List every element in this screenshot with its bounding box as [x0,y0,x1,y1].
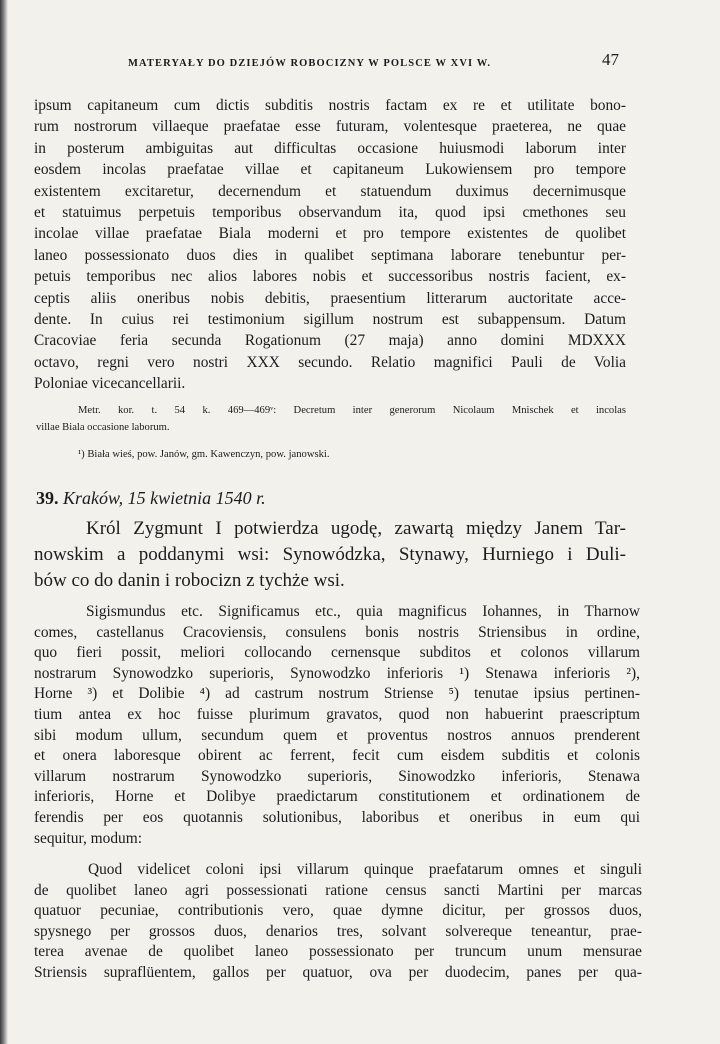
body-line: Sigismundus etc. Significamus etc., quia magnificus Iohannes, in Tharnow [86,603,640,620]
page-number: 47 [602,50,619,69]
document-body-paragraph [34,860,642,984]
body-line: sibi modum ullum, secundum quem et proventus nostros annuos prenderent [34,726,640,744]
text-line: ceptis aliis oneribus nobis debitis, praesentium litterarum auctoritate acce- [34,289,626,307]
footnote [78,446,558,463]
text-line: in posterum ambiguitas aut difficultas occasione huiusmodi laborum inter [34,139,626,157]
note-line: villae Biala occasione laborum. [36,422,170,433]
body-line: Quod videlicet coloni ipsi villarum quinque praefatarum omnes et singuli [88,861,642,878]
body-line: nostrarum Synowodzko superioris, Synowodzko inferioris ¹) Stenawa inferioris ²), [34,664,640,682]
text-line: incolae villae praefatae Biala moderni et pro tempore existentes de quolibet [34,225,626,243]
running-title: MATERYAŁY DO DZIEJÓW ROBOCIZNY W POLSCE W XVI W. [128,58,492,69]
summary-line: Król Zygmunt I potwierdza ugodę, zawartą między Janem Tar- [86,518,626,539]
binding-shadow [0,0,8,1044]
source-note [36,402,626,436]
body-line: terea avenae de quolibet laneo possessionato per truncum unum mensurae [34,943,642,961]
body-line: Horne ³) et Dolibie ⁴) ad castrum nostrum Striense ⁵) tenutae ipsius pertinen- [34,685,640,703]
summary-line: nowskim a poddanymi wsi: Synowódzka, Stynawy, Hurniego i Duli- [34,544,626,565]
text-line: ipsum capitaneum cum dictis subditis nostris factam ex re et utilitate bono- [34,97,626,114]
body-line: tium antea ex hoc fuisse plurimum gravatos, quod non habuerint praescriptum [34,705,640,723]
body-line: quatuor pecuniae, contributionis vero, quae dymne dicitur, per grossos duos, [34,902,642,920]
text-line: existentem excitaretur, decernendum et statuendum duximus decernimusque [34,182,626,200]
body-line: sequitur, modum: [34,829,142,847]
text-line: octavo, regni vero nostri XXX secundo. Relatio magnifici Pauli de Volia [34,353,626,371]
note-line: Metr. kor. t. 54 k. 469—469ᵛ: Decretum inter generorum Nicolaum Mnischek et incolas [78,405,626,416]
text-line: Poloniae vicecancellarii. [34,375,186,393]
text-line: petuis temporibus nec alios labores nobis et successoribus nostris facient, ex- [34,268,626,286]
body-line: quo fieri possit, meliori collocando cernensque subditos et colonos villarum [34,644,640,662]
document-body-paragraph [34,602,640,849]
text-line: dente. In cuius rei testimonium sigillum nostrum est subappensum. Datum [34,311,626,329]
body-line: villarum nostrarum Synowodzko superioris, Sinowodzko inferioris, Stenawa [34,767,640,785]
text-line: et statuimus perpetuis temporibus observandum ita, quod ipsi cmethones seu [34,204,626,222]
body-line: comes, castellanus Cracoviensis, consulens bonis nostris Striensibus in ordine, [34,623,640,641]
body-line: Striensis supraflüentem, gallos per quatuor, ova per duodecim, panes per qua- [34,963,642,981]
document-place-date: Kraków, 15 kwietnia 1540 r. [63,488,266,508]
document-summary [34,516,626,594]
footnote-line: ¹) Biała wieś, pow. Janów, gm. Kawenczyn, pow. janowski. [78,449,330,460]
text-line: eosdem incolas praefatae villae et capitaneum Lukowiensem pro tempore [34,161,626,179]
body-line: inferioris, Horne et Dolibye praedictarum constitutionem et ordinationem de [34,788,640,806]
document-heading [36,488,266,509]
body-line: spysnego per grossos duos, denarios tres, solvant solvereque teneantur, prae- [34,922,642,940]
document-number: 39. [36,488,59,508]
text-line: rum nostrorum villaeque praefatae esse futuram, volentesque praeterea, ne quae [34,118,626,136]
body-line: de quolibet laneo agri possessionati ratione census sancti Martini per marcas [34,881,642,899]
text-line: laneo possessionato duos dies in qualibet septimana laborare tenebuntur per- [34,246,626,264]
previous-document-text [34,95,626,395]
body-line: ferendis per eos quotannis solutionibus, laboribus et oneribus in eum qui [34,808,640,826]
body-line: et onera laboresque obirent ac ferrent, fecit cum eisdem subditis et colonis [34,747,640,765]
text-line: Cracoviae feria secunda Rogationum (27 maja) anno domini MDXXX [34,332,626,350]
summary-line: bów co do danin i robocizn z tychże wsi. [34,570,345,591]
